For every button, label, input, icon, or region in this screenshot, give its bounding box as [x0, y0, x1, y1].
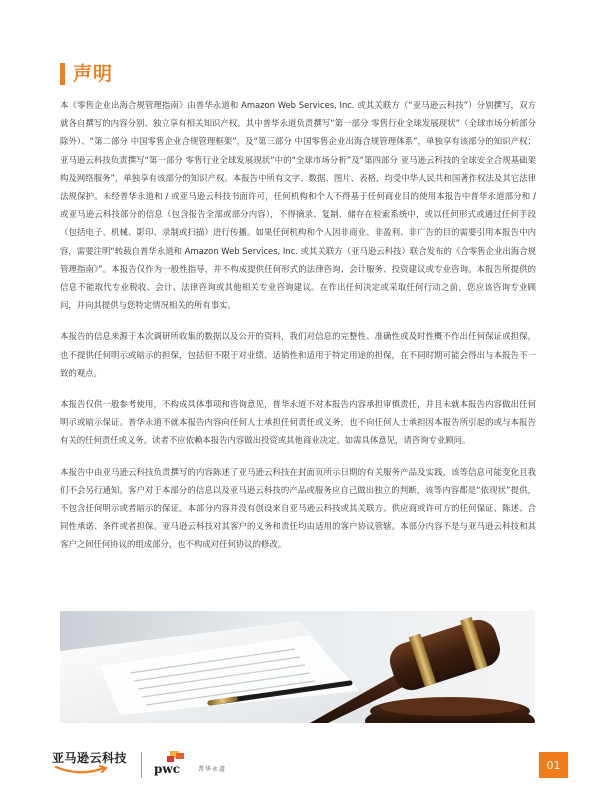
brand-name: 亚马逊云科技 — [52, 751, 128, 765]
paragraph-information-source: 本报告的信息来源于本次调研所收集的数据以及公开的资料，我们对信息的完整性、准确性或及时性概不作出任何保证或担保，也不提供任何明示或暗示的担保，包括但不限于对业绩、适销性和适用于特定用途的担保，在不同时期可能会得出与本报告不一致的观点。 — [60, 331, 536, 378]
partner-chinese-name: 普华永道 — [198, 765, 227, 773]
partner-name: pwc — [154, 762, 181, 776]
amazon-logo — [52, 751, 127, 779]
gavel-document-photo — [60, 611, 535, 723]
page-title: 声明 — [73, 63, 114, 85]
paragraph-general-reference: 本报告仅供一般参考使用，不构成具体事项和咨询意见，普华永道不对本报告内容承担审慎责任，并且未就本报告内容做出任何明示或暗示保证。普华永道不就本报告内容向任何人士承担任何责任或义务，也不向任何人士承担因本报告所引起的或与本报告有关的任何责任或义务。读者不应依赖本报告内容做出投资或其他商业决定。如需具体意见，请咨询专业顾问。 — [60, 399, 536, 446]
disclaimer-body — [60, 96, 536, 554]
page-heading — [60, 62, 113, 86]
amazon-smile-icon — [52, 765, 114, 775]
page-number: 01 — [539, 752, 568, 778]
paragraph-aws-content: 本报告中由亚马逊云科技负责撰写的内容陈述了亚马逊云科技在封面页所示日期的有关服务产品及实践，该等信息可能变化且我们不会另行通知。客户对于本部分的信息以及亚马逊云科技的产品或服务应自己做出独立的判断，该等内容都是“依现状”提供，不包含任何明示或者暗示的保证。本部分内容并没有创设来自亚马逊云科技或其关联方、供应商或许可方的任何保证、陈述、合同性承诺、条件或者担保。亚马逊云科技对其客户的义务和责任均由适用的客户协议管辖。本部分内容不是与亚马逊云科技和其客户之间任何协议的组成部分，也不构成对任何协议的修改。 — [60, 466, 536, 550]
heading-accent-bar — [60, 63, 65, 85]
footer-logos — [52, 751, 226, 779]
gavel-photo-illustration — [60, 611, 535, 723]
paragraph-copyright: 本《零售企业出海合规管理指南》由普华永道和 Amazon Web Services, Inc. 或其关联方（“亚马逊云科技”）分别撰写，双方就各自撰写的内容分别、独立享有相关知识产权。其中普华永道负责撰写“第一部分 零售行业全球发展现状”（全球市场分析部分除外）、“第二部分 中国零售企业合规管理框架”，及“第三部分 中国零售企业出海合规管理体系”，单独享有该部分的知识产权；亚马逊云科技负责撰写“第一部分 零售行业全球发展现状”中的“全球市场分析”及“第四部分 亚马逊云科技的全球安全合规基础架构及网络服务”，单独享有该部分的知识产权。本报告中所有文字、数据、图片、表格，均受中华人民共和国著作权法及其它法律法规保护。未经普华永道和 / 或亚马逊云科技书面许可，任何机构和个人不得基于任何商业目的使用本报告中普华永道部分和 / 或亚马逊云科技部分的信息（包含报告全部或部分内容），不得摘录、复制、储存在检索系统中，或以任何形式或通过任何手段（包括电子、机械、影印、录制或扫描）进行传播。如果任何机构和个人因非商业、非盈利、非广告的目的需要引用本报告中内容，需要注明“转载自普华永道和 Amazon Web Services, Inc. 或其关联方（亚马逊云科技）联合发布的《合零售企业出海合规管理指南》”。本报告仅作为一般性指导，并不构成提供任何形式的法律咨询、会计服务、投资建议或专业咨询。本报告所提供的信息不能取代专业税收、会计、法律咨询或其他相关专业咨询建议。在作出任何决定或采取任何行动之前，您应该咨询专业顾问，并向其提供与您特定情况相关的所有事实。 — [60, 100, 536, 311]
pwc-logo — [154, 751, 194, 779]
footer-divider — [141, 752, 142, 778]
